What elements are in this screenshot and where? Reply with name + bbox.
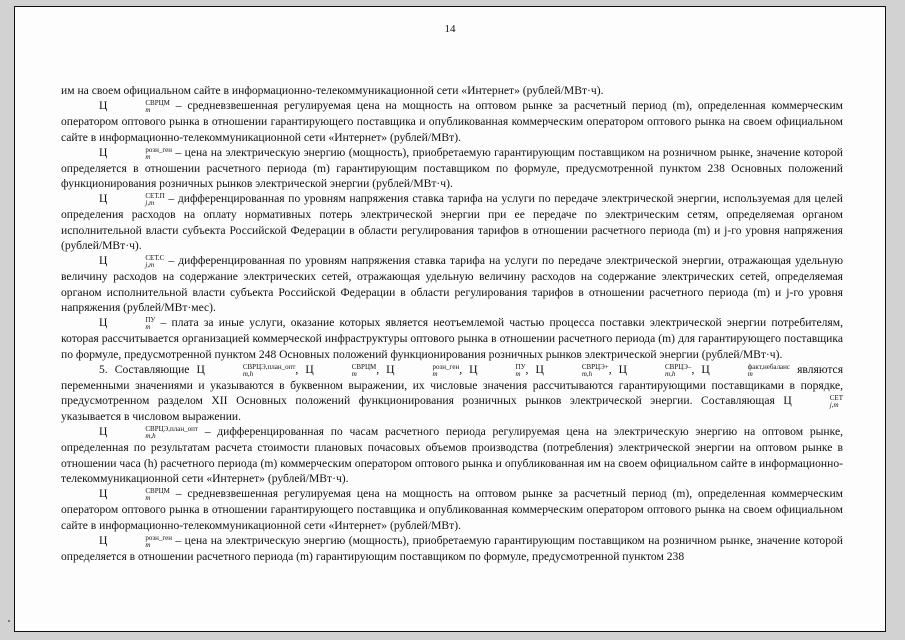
paragraph: Ц СВРЦМ m – средневзвешенная регулируемая цена на мощность на оптовом рынке за расчетный период (m), определенная коммерческим оператором оптового рынка в отношении гарантирующего поставщика и опубликованная коммерческим оператором оптового рынка на своем официальном сайте в информационно-телекоммуникационной сети «Интернет» (рублей/МВт). [61,487,843,532]
paragraph: Ц СЕТ.С j,m – дифференцированная по уровням напряжения ставка тарифа на услуги по передаче электрической энергии, отражающая удельную величину расходов на содержание электрических сетей, отражающая удельную величину расходов на содержание электрических сетей, определяемая органом исполнительной власти субъекта Российской Федерации в области регулирования тарифов в отношении расчетного периода (m) и j-го уровня напряжения (рублей/МВт·мес). [61,254,843,314]
document-page [14,6,886,632]
paragraph: Ц ПУ m – плата за иные услуги, оказание которых является неотъемлемой частью процесса поставки электрической энергии потребителям, которая рассчитывается организацией коммерческой инфраструктуры оптового рынка в отношении расчетного периода (m) для гарантирующего поставщика по формуле, предусмотренной пунктом 248 Основных положений функционирования розничных рынков электрической энергии (рублей/МВт·ч). [61,316,843,361]
paragraph: им на своем официальном сайте в информационно-телекоммуникационной сети «Интернет» (рублей/МВт·ч). [61,84,604,97]
page-number: 14 [444,23,456,35]
paragraph: Ц СВРЦЭ,план_опт m,h – дифференцированная по часам расчетного периода регулируемая цена на электрическую энергию на оптовом рынке, определенная по результатам расчета стоимости плановых почасовых объемов производства (потребления) электрической энергии на оптовом рынке в отношении часа (h) расчетного периода (m) коммерческим оператором оптового рынка и опубликованная им на своем официальном сайте в информационно-телекоммуникационной сети «Интернет» (рублей/МВт·ч). [61,425,843,486]
document-body [61,83,843,564]
paragraph: Ц розн_ген m – цена на электрическую энергию (мощность), приобретаемую гарантирующим поставщиком на розничном рынке, значение которой определяется в отношении расчетного периода (m) гарантирующим поставщиком по формуле, предусмотренной пунктом 238 [61,533,843,563]
scan-speck [8,620,10,622]
paragraph: Ц розн_ген m – цена на электрическую энергию (мощность), приобретаемую гарантирующим поставщиком на розничном рынке, значение которой определяется в отношении расчетного периода (m) гарантирующим поставщиком по формуле, предусмотренной пунктом 238 Основных положений функционирования розничных рынков электрической энергии (рублей/МВт·ч). [61,145,843,191]
paragraph: Ц СЕТ.П j,m – дифференцированная по уровням напряжения ставка тарифа на услуги по передаче электрической энергии, используемая для целей определения расходов на оплату нормативных потерь электрической энергии при ее передаче по электрическим сетям, определяемая органом исполнительной власти субъекта Российской Федерации в области регулирования тарифов в отношении расчетного периода (m) и j-го уровня напряжения (рублей/МВт·ч). [61,192,843,253]
paragraph: Ц СВРЦМ m – средневзвешенная регулируемая цена на мощность на оптовом рынке за расчетный период (m), определенная коммерческим оператором оптового рынка в отношении гарантирующего поставщика и опубликованная коммерческим оператором оптового рынка на своем официальном сайте в информационно-телекоммуникационной сети «Интернет» (рублей/МВт). [61,99,843,144]
paragraph: 5. Составляющие Ц СВРЦЭ,план_опт m,h , Ц СВРЦМ m , Ц розн_ген m , Ц ПУ m , Ц СВРЦЭ+ m,h , Ц СВРЦЭ– m,h , Ц факт,небаланс m являются переменными значениями и указываются в буквенном выражении, их числовые значения рассчитываются гарантирующими поставщиками в порядке, предусмотренном разделом XII Основных положений функционирования розничных рынков электрической энергии. Составляющая Ц СЕТ j,m указывается в числовом выражении. [61,362,844,424]
